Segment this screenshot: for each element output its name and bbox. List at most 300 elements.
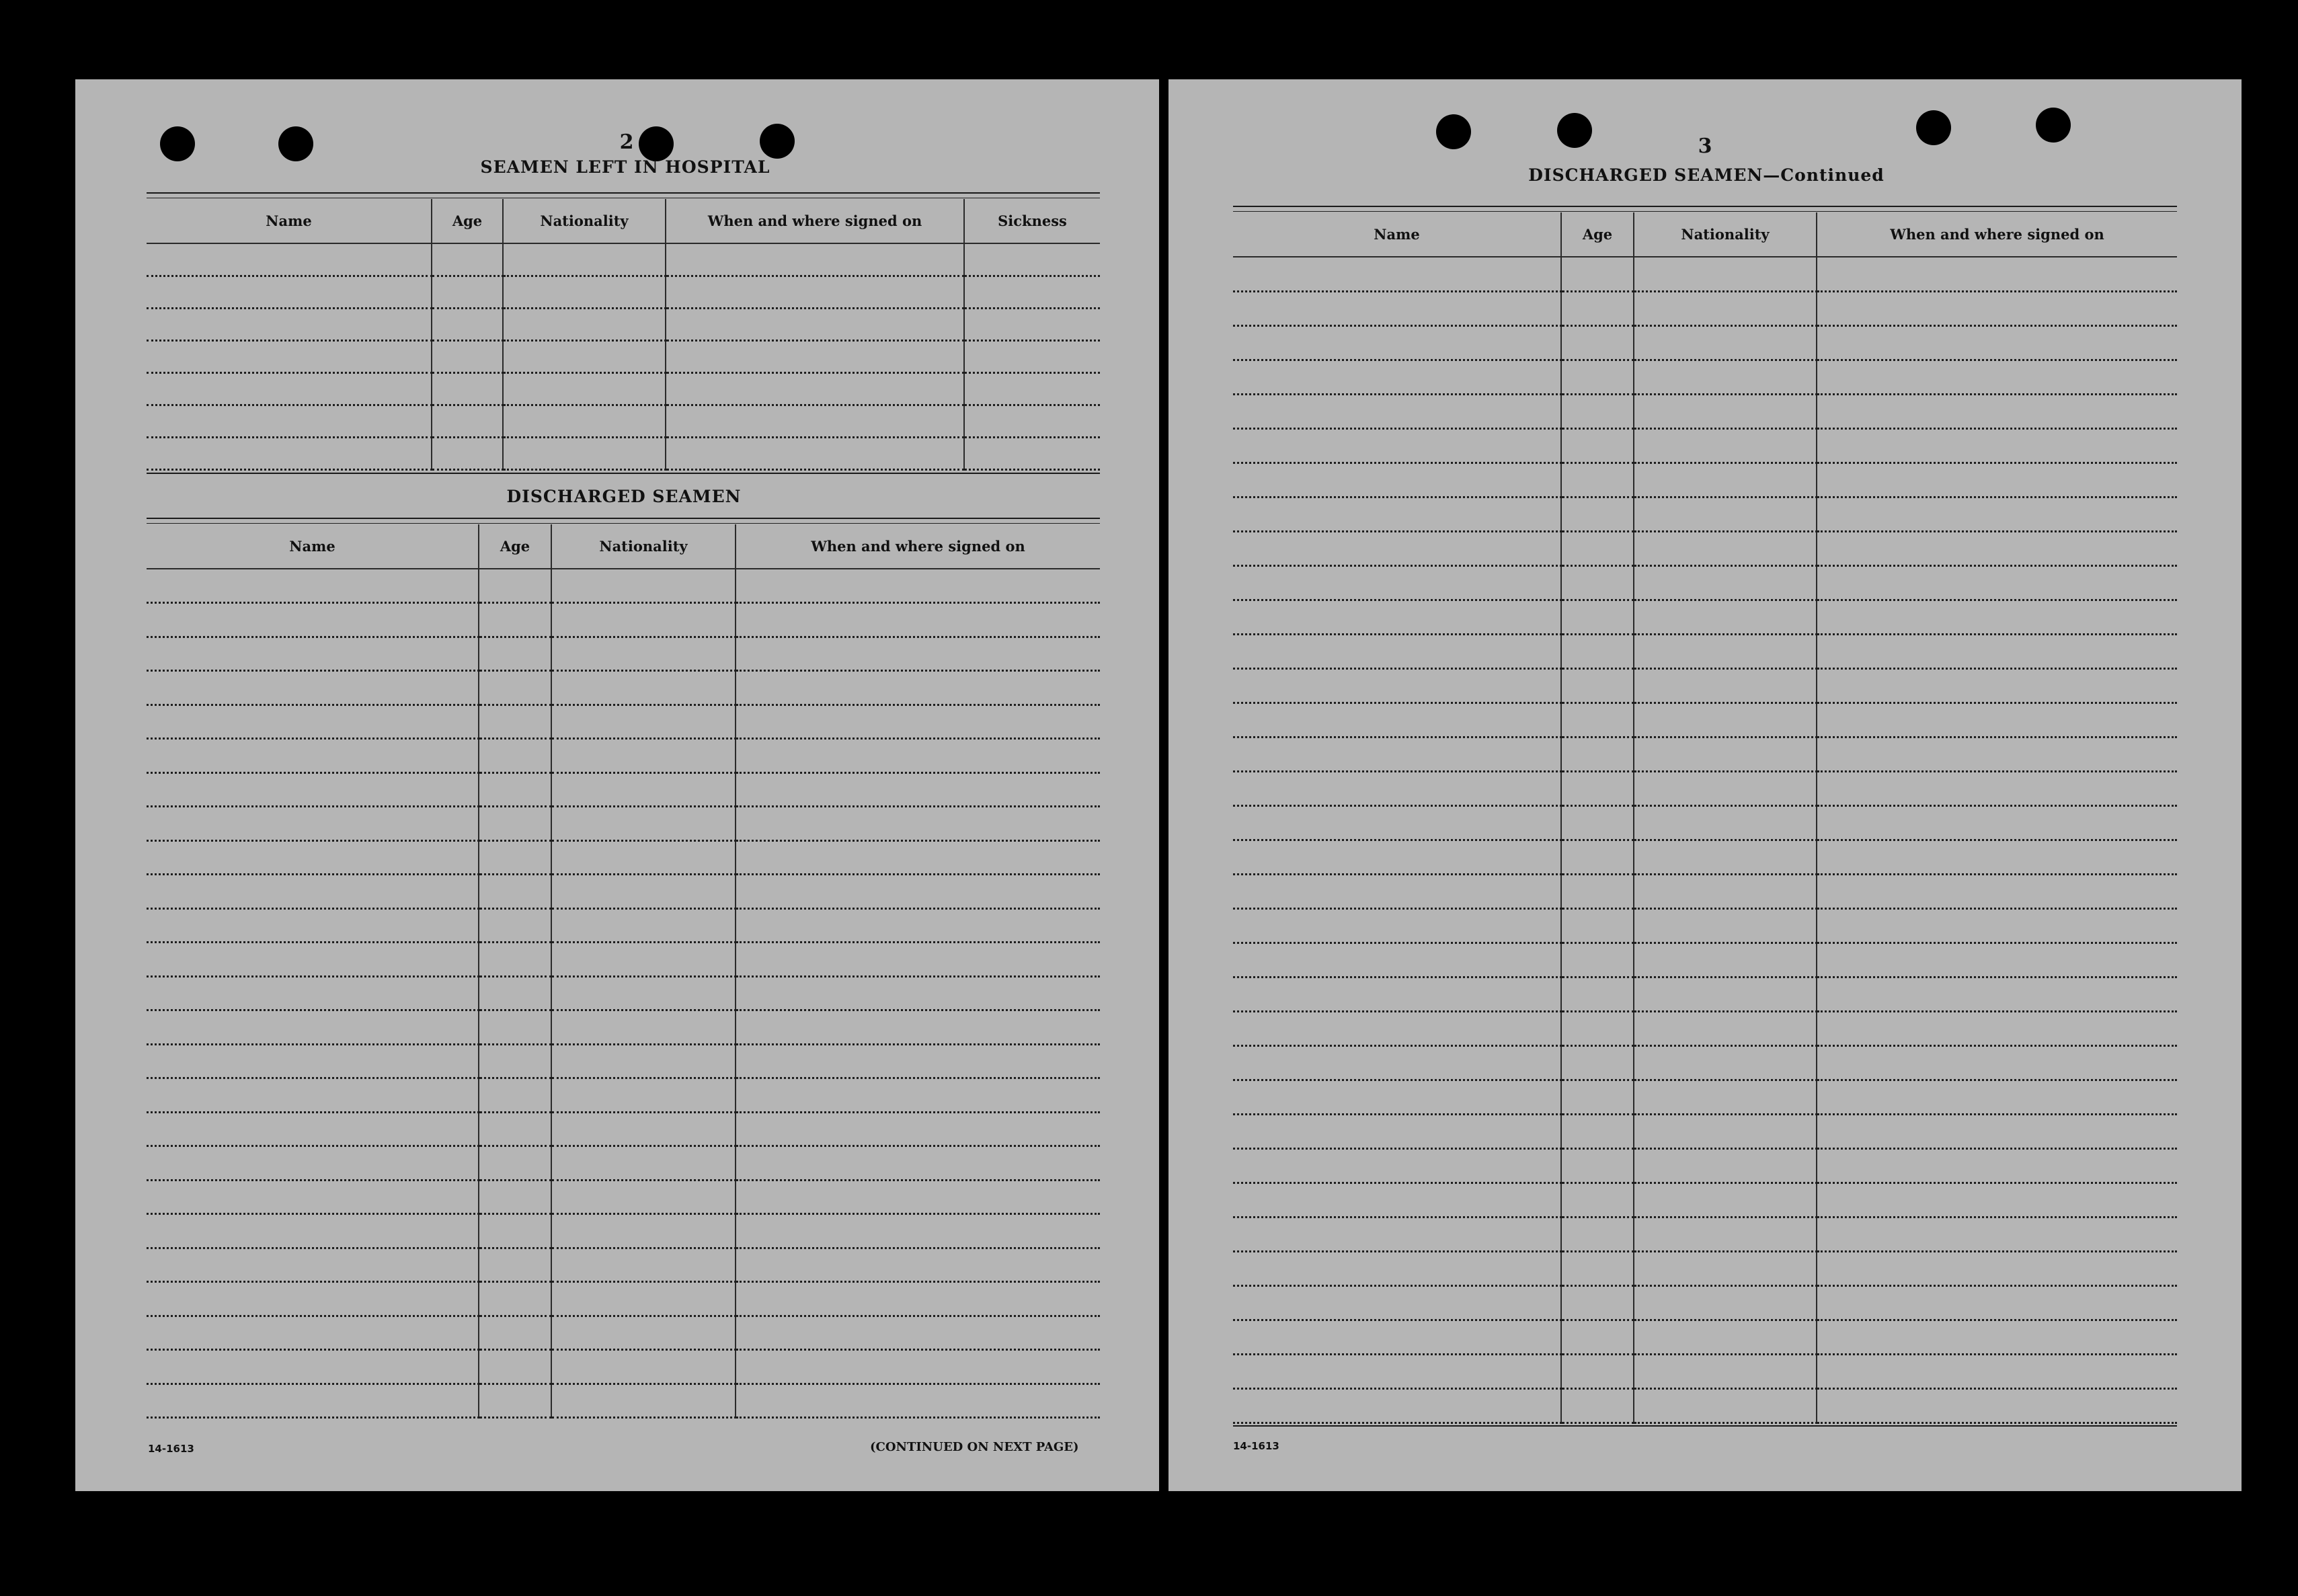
column-header-sickness: Sickness [964, 199, 1100, 243]
blank-entry-row [147, 908, 1100, 943]
blank-entry-cell [1634, 943, 1817, 977]
blank-entry-cell [1233, 805, 1561, 840]
blank-entry-cell [736, 1044, 1100, 1078]
blank-entry-cell [1561, 1388, 1634, 1423]
blank-entry-cell [479, 976, 551, 1010]
blank-entry-cell [147, 1078, 479, 1113]
blank-entry-cell [1634, 565, 1817, 600]
blank-entry-cell [1634, 874, 1817, 908]
blank-entry-cell [1817, 805, 2177, 840]
blank-entry-cell [1817, 977, 2177, 1011]
blank-entry-cell [1561, 1183, 1634, 1217]
blank-entry-cell [1561, 463, 1634, 497]
blank-entry-row [1233, 668, 2177, 703]
blank-entry-cell [1561, 943, 1634, 977]
blank-entry-cell [551, 1214, 736, 1248]
blank-entry-row [1233, 977, 2177, 1011]
blank-entry-cell [666, 372, 964, 405]
blank-entry-row [147, 943, 1100, 977]
blank-entry-cell [551, 840, 736, 875]
blank-entry-cell [551, 1282, 736, 1316]
blank-entry-cell [1634, 1388, 1817, 1423]
blank-entry-cell [1233, 394, 1561, 428]
blank-entry-cell [147, 437, 432, 469]
blank-entry-cell [147, 308, 432, 340]
blank-entry-cell [551, 1384, 736, 1418]
blank-entry-cell [1561, 291, 1634, 325]
blank-entry-row [147, 1282, 1100, 1316]
blank-entry-cell [1233, 1354, 1561, 1388]
blank-entry-cell [1561, 771, 1634, 805]
column-header-signed-on: When and where signed on [666, 199, 964, 243]
blank-entry-cell [964, 437, 1100, 469]
blank-entry-cell [1561, 565, 1634, 600]
blank-entry-cell [1634, 325, 1817, 360]
blank-entry-cell [551, 1078, 736, 1113]
blank-entry-cell [503, 405, 666, 437]
blank-entry-cell [1634, 703, 1817, 737]
blank-entry-cell [503, 437, 666, 469]
blank-entry-cell [147, 1112, 479, 1146]
blank-entry-cell [1233, 1320, 1561, 1354]
blank-entry-row [147, 437, 1100, 469]
blank-entry-cell [1817, 1080, 2177, 1114]
blank-entry-cell [551, 807, 736, 841]
column-header-name: Name [147, 524, 479, 569]
blank-entry-cell [964, 308, 1100, 340]
column-header-signed-on: When and where signed on [736, 524, 1100, 569]
blank-entry-cell [1233, 634, 1561, 668]
binder-hole [760, 124, 795, 159]
blank-entry-cell [551, 1044, 736, 1078]
blank-entry-cell [551, 739, 736, 773]
blank-entry-row [147, 243, 1100, 276]
blank-entry-cell [1561, 703, 1634, 737]
blank-entry-cell [1561, 1148, 1634, 1183]
blank-entry-cell [1233, 497, 1561, 531]
blank-entry-cell [1561, 531, 1634, 565]
blank-entry-cell [503, 276, 666, 308]
blank-entry-cell [1817, 703, 2177, 737]
blank-entry-cell [1233, 1183, 1561, 1217]
blank-entry-cell [736, 840, 1100, 875]
blank-entry-cell [1634, 737, 1817, 771]
blank-entry-cell [147, 976, 479, 1010]
blank-entry-row [147, 1044, 1100, 1078]
blank-entry-cell [1634, 1080, 1817, 1114]
right-form-page [1168, 79, 2242, 1491]
blank-entry-cell [736, 943, 1100, 977]
blank-entry-row [147, 1316, 1100, 1350]
blank-entry-cell [551, 603, 736, 637]
discharged-table [147, 524, 1100, 1419]
blank-entry-cell [1233, 874, 1561, 908]
blank-entry-cell [432, 276, 503, 308]
blank-entry-cell [147, 637, 479, 671]
blank-entry-row [1233, 1148, 2177, 1183]
blank-entry-cell [1634, 1114, 1817, 1148]
blank-entry-row [1233, 1011, 2177, 1045]
blank-entry-cell [1561, 1251, 1634, 1285]
blank-entry-cell [1561, 394, 1634, 428]
blank-entry-cell [1817, 565, 2177, 600]
blank-entry-row [1233, 497, 2177, 531]
blank-entry-cell [479, 569, 551, 603]
blank-entry-row [147, 1214, 1100, 1248]
blank-entry-cell [736, 976, 1100, 1010]
blank-entry-cell [1233, 531, 1561, 565]
blank-entry-row [1233, 1285, 2177, 1320]
blank-entry-cell [551, 908, 736, 943]
blank-entry-cell [1634, 394, 1817, 428]
blank-entry-cell [1634, 291, 1817, 325]
blank-entry-row [147, 308, 1100, 340]
blank-entry-cell [1233, 1080, 1561, 1114]
blank-entry-cell [432, 437, 503, 469]
blank-entry-cell [666, 243, 964, 276]
blank-entry-cell [479, 603, 551, 637]
blank-entry-cell [1561, 1114, 1634, 1148]
blank-entry-cell [1634, 668, 1817, 703]
blank-entry-cell [1634, 360, 1817, 394]
blank-entry-row [147, 603, 1100, 637]
blank-entry-cell [1817, 497, 2177, 531]
blank-entry-cell [736, 1248, 1100, 1282]
blank-entry-cell [1817, 463, 2177, 497]
blank-entry-row [147, 739, 1100, 773]
blank-entry-cell [147, 569, 479, 603]
blank-entry-cell [551, 637, 736, 671]
binder-hole [1557, 113, 1592, 148]
blank-entry-cell [1233, 360, 1561, 394]
blank-entry-cell [551, 875, 736, 909]
blank-entry-row [147, 405, 1100, 437]
blank-entry-cell [479, 1316, 551, 1350]
blank-entry-cell [147, 943, 479, 977]
discharged-top-rule-secondary [147, 523, 1100, 524]
blank-entry-row [1233, 360, 2177, 394]
blank-entry-cell [147, 603, 479, 637]
blank-entry-cell [551, 569, 736, 603]
blank-entry-cell [1233, 668, 1561, 703]
blank-entry-cell [666, 276, 964, 308]
blank-entry-row [147, 875, 1100, 909]
blank-entry-cell [1233, 1388, 1561, 1423]
blank-entry-cell [1817, 291, 2177, 325]
blank-entry-cell [147, 405, 432, 437]
blank-entry-cell [503, 372, 666, 405]
blank-entry-cell [1561, 497, 1634, 531]
blank-entry-cell [479, 1146, 551, 1181]
blank-entry-cell [1561, 668, 1634, 703]
blank-entry-cell [666, 308, 964, 340]
blank-entry-cell [147, 1248, 479, 1282]
blank-entry-row [1233, 531, 2177, 565]
blank-entry-row [1233, 771, 2177, 805]
blank-entry-cell [1817, 737, 2177, 771]
blank-entry-cell [147, 1282, 479, 1316]
blank-entry-cell [551, 772, 736, 807]
blank-entry-row [147, 705, 1100, 739]
blank-entry-cell [551, 943, 736, 977]
blank-entry-cell [1561, 1080, 1634, 1114]
blank-entry-cell [1561, 737, 1634, 771]
blank-entry-cell [147, 340, 432, 372]
blank-entry-cell [1634, 1217, 1817, 1251]
blank-entry-cell [1233, 1251, 1561, 1285]
blank-entry-row [147, 1078, 1100, 1113]
blank-entry-cell [1817, 257, 2177, 291]
blank-entry-cell [1561, 1354, 1634, 1388]
blank-entry-cell [1817, 1354, 2177, 1388]
blank-entry-cell [1233, 977, 1561, 1011]
blank-entry-cell [1561, 1217, 1634, 1251]
blank-entry-cell [1817, 908, 2177, 943]
blank-entry-row [1233, 943, 2177, 977]
blank-entry-cell [1233, 1011, 1561, 1045]
blank-entry-row [1233, 1217, 2177, 1251]
blank-entry-cell [1561, 908, 1634, 943]
blank-entry-cell [1634, 1251, 1817, 1285]
blank-entry-cell [147, 1350, 479, 1384]
blank-entry-cell [736, 1282, 1100, 1316]
blank-entry-row [1233, 1080, 2177, 1114]
blank-entry-cell [551, 671, 736, 705]
discharged-top-rule [147, 518, 1100, 519]
blank-entry-cell [736, 875, 1100, 909]
blank-entry-cell [1817, 1183, 2177, 1217]
blank-entry-cell [1817, 1285, 2177, 1320]
blank-entry-cell [1817, 771, 2177, 805]
blank-entry-cell [1561, 805, 1634, 840]
blank-entry-cell [1817, 600, 2177, 634]
blank-entry-cell [736, 603, 1100, 637]
blank-entry-row [147, 637, 1100, 671]
blank-entry-cell [479, 739, 551, 773]
continued-section-title: DISCHARGED SEAMEN—Continued [1528, 165, 1885, 185]
blank-entry-cell [147, 875, 479, 909]
blank-entry-cell [1817, 325, 2177, 360]
blank-entry-cell [964, 276, 1100, 308]
blank-entry-cell [1817, 1045, 2177, 1080]
blank-entry-cell [1817, 1388, 2177, 1423]
blank-entry-cell [1561, 325, 1634, 360]
blank-entry-cell [1233, 565, 1561, 600]
blank-entry-row [147, 976, 1100, 1010]
blank-entry-cell [479, 1384, 551, 1418]
blank-entry-row [1233, 325, 2177, 360]
binder-hole [1436, 114, 1471, 149]
blank-entry-cell [736, 1078, 1100, 1113]
blank-entry-cell [147, 1316, 479, 1350]
blank-entry-cell [1561, 1285, 1634, 1320]
hospital-top-rule [147, 192, 1100, 194]
blank-entry-row [147, 1146, 1100, 1181]
blank-entry-cell [736, 1350, 1100, 1384]
blank-entry-cell [736, 1146, 1100, 1181]
blank-entry-cell [1634, 1148, 1817, 1183]
blank-entry-cell [736, 1384, 1100, 1418]
blank-entry-cell [1561, 257, 1634, 291]
blank-entry-cell [1817, 428, 2177, 463]
blank-entry-cell [479, 1010, 551, 1045]
blank-entry-cell [1817, 531, 2177, 565]
blank-entry-cell [479, 1248, 551, 1282]
continued-bottom-rule [1233, 1425, 2177, 1427]
blank-entry-cell [1561, 977, 1634, 1011]
blank-entry-cell [1561, 428, 1634, 463]
blank-entry-cell [736, 908, 1100, 943]
blank-entry-cell [551, 1180, 736, 1214]
continued-top-rule-secondary [1233, 211, 2177, 212]
blank-entry-cell [1634, 1183, 1817, 1217]
blank-entry-cell [1233, 463, 1561, 497]
blank-entry-row [1233, 257, 2177, 291]
column-header-name: Name [1233, 212, 1561, 257]
blank-entry-cell [1233, 908, 1561, 943]
blank-entry-cell [1817, 1011, 2177, 1045]
blank-entry-cell [1561, 874, 1634, 908]
blank-entry-cell [1233, 1217, 1561, 1251]
blank-entry-row [147, 1112, 1100, 1146]
blank-entry-cell [1634, 463, 1817, 497]
blank-entry-cell [1634, 771, 1817, 805]
blank-entry-cell [736, 739, 1100, 773]
blank-entry-row [147, 1384, 1100, 1418]
blank-entry-cell [1561, 1011, 1634, 1045]
blank-entry-row [147, 276, 1100, 308]
blank-entry-cell [1817, 1320, 2177, 1354]
blank-entry-cell [147, 705, 479, 739]
continued-top-rule [1233, 206, 2177, 207]
blank-entry-row [147, 840, 1100, 875]
blank-entry-cell [479, 908, 551, 943]
blank-entry-cell [432, 405, 503, 437]
blank-entry-row [147, 1248, 1100, 1282]
column-header-age: Age [1561, 212, 1634, 257]
hospital-section-title: SEAMEN LEFT IN HOSPITAL [480, 157, 770, 177]
blank-entry-row [1233, 1388, 2177, 1423]
blank-entry-cell [1634, 1011, 1817, 1045]
blank-entry-row [1233, 737, 2177, 771]
blank-entry-row [1233, 565, 2177, 600]
blank-entry-cell [964, 372, 1100, 405]
blank-entry-cell [503, 308, 666, 340]
blank-entry-cell [1233, 771, 1561, 805]
page-number: 2 [619, 130, 634, 154]
blank-entry-cell [1817, 1114, 2177, 1148]
blank-entry-cell [147, 807, 479, 841]
blank-entry-cell [1233, 428, 1561, 463]
blank-entry-cell [432, 372, 503, 405]
blank-entry-row [147, 772, 1100, 807]
blank-entry-cell [964, 405, 1100, 437]
column-header-nationality: Nationality [1634, 212, 1817, 257]
blank-entry-cell [147, 1146, 479, 1181]
blank-entry-cell [432, 243, 503, 276]
blank-entry-cell [666, 340, 964, 372]
blank-entry-row [1233, 1354, 2177, 1388]
blank-entry-row [147, 1180, 1100, 1214]
blank-entry-cell [736, 1112, 1100, 1146]
blank-entry-cell [1634, 1354, 1817, 1388]
column-header-name: Name [147, 199, 432, 243]
blank-entry-cell [1634, 428, 1817, 463]
blank-entry-cell [666, 437, 964, 469]
column-header-age: Age [479, 524, 551, 569]
blank-entry-cell [479, 1214, 551, 1248]
blank-entry-row [147, 1010, 1100, 1045]
blank-entry-cell [503, 340, 666, 372]
blank-entry-cell [147, 1180, 479, 1214]
blank-entry-cell [1233, 703, 1561, 737]
binder-hole [2036, 108, 2071, 143]
blank-entry-row [1233, 291, 2177, 325]
blank-entry-cell [479, 1180, 551, 1214]
blank-entry-cell [736, 1316, 1100, 1350]
blank-entry-cell [551, 1316, 736, 1350]
continued-note: (CONTINUED ON NEXT PAGE) [870, 1440, 1079, 1454]
blank-entry-row [147, 1350, 1100, 1384]
form-number: 14-1613 [1233, 1440, 1279, 1452]
blank-entry-row [1233, 600, 2177, 634]
binder-hole [160, 126, 195, 161]
column-header-signed-on: When and where signed on [1817, 212, 2177, 257]
blank-entry-cell [479, 671, 551, 705]
blank-entry-row [1233, 428, 2177, 463]
blank-entry-cell [1233, 840, 1561, 874]
blank-entry-row [1233, 1114, 2177, 1148]
blank-entry-cell [1634, 257, 1817, 291]
continued-discharged-table [1233, 212, 2177, 1424]
blank-entry-cell [147, 739, 479, 773]
blank-entry-row [1233, 805, 2177, 840]
blank-entry-cell [551, 976, 736, 1010]
blank-entry-cell [736, 671, 1100, 705]
blank-entry-cell [1233, 943, 1561, 977]
blank-entry-cell [1561, 840, 1634, 874]
page-number: 3 [1698, 134, 1712, 158]
form-number: 14-1613 [148, 1443, 194, 1455]
blank-entry-cell [736, 569, 1100, 603]
blank-entry-cell [1817, 634, 2177, 668]
blank-entry-row [147, 569, 1100, 603]
blank-entry-cell [479, 1044, 551, 1078]
blank-entry-cell [479, 637, 551, 671]
blank-entry-cell [666, 405, 964, 437]
blank-entry-cell [1233, 1045, 1561, 1080]
blank-entry-cell [1634, 1320, 1817, 1354]
blank-entry-cell [551, 1010, 736, 1045]
blank-entry-cell [1233, 737, 1561, 771]
blank-entry-cell [1233, 600, 1561, 634]
blank-entry-cell [1634, 805, 1817, 840]
blank-entry-cell [1561, 1045, 1634, 1080]
blank-entry-cell [503, 243, 666, 276]
blank-entry-cell [551, 1248, 736, 1282]
blank-entry-cell [736, 1010, 1100, 1045]
blank-entry-cell [1233, 1285, 1561, 1320]
blank-entry-cell [736, 637, 1100, 671]
column-header-nationality: Nationality [551, 524, 736, 569]
blank-entry-cell [736, 705, 1100, 739]
blank-entry-cell [1817, 1217, 2177, 1251]
blank-entry-cell [147, 908, 479, 943]
blank-entry-cell [479, 1350, 551, 1384]
blank-entry-cell [736, 807, 1100, 841]
blank-entry-cell [1817, 360, 2177, 394]
blank-entry-cell [1634, 531, 1817, 565]
